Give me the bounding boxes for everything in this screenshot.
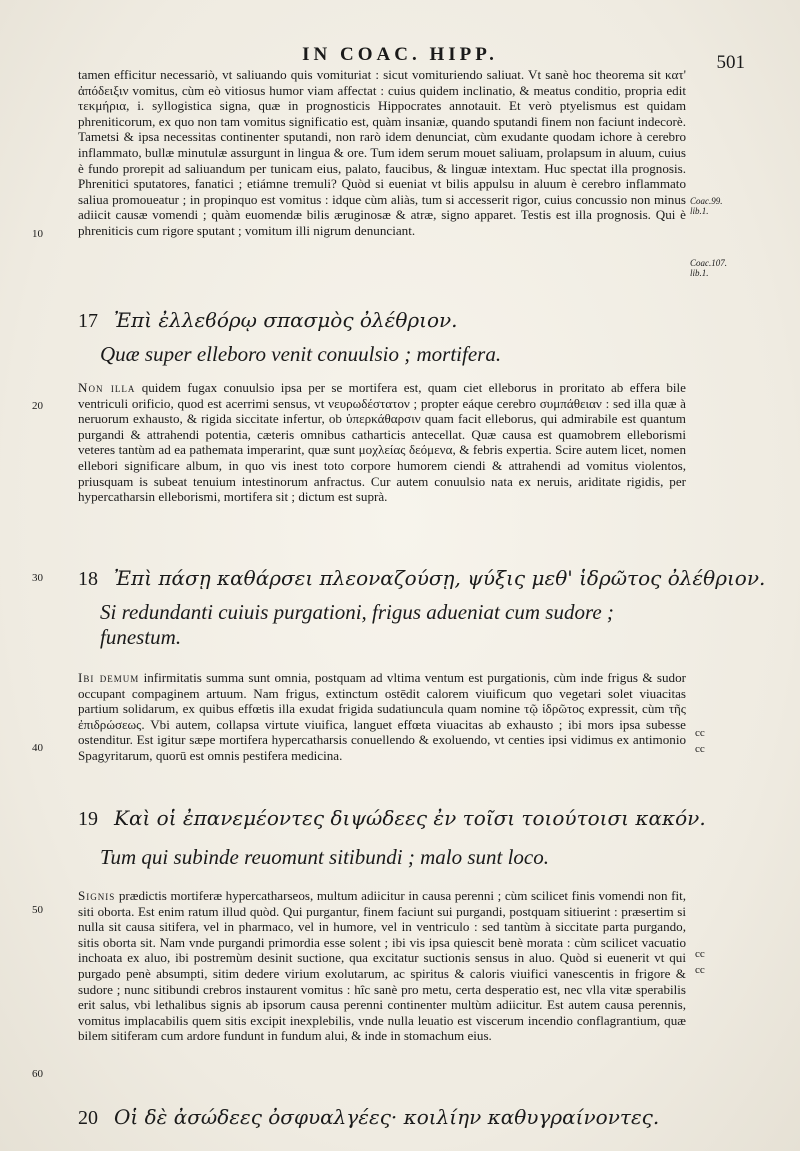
aphorism-18-latin: Si redundanti cuiuis purgationi, frigus adueniat cum sudore ; funestum. <box>100 600 614 649</box>
paragraph-text: prædictis mortiferæ hypercatharseos, multum adiicitur in causa perenni ; cùm scilicet finis vomendi non fit, siti oborta. Est enim ratum illud quòd. Qui purgantur, finem faciunt sui purgandi, postquam sitiuerint : præsertim si nulla sit causa sitifera, vel in pharmaco, vel in humore, vel in ventriculo : sed tantùm à siccitate parta purgando, sitis oborta sit. Nam vnde purgandi primordia esse solent ; ibi vis ipsa quiescit benè morata : cùm scilicet vacuatio inchoata ex aluo, ibi postremùm desinit suctione, qua excitatur suctionis sensus in aluo. Quòd si euenerit vt qui purgado penè absumpti, sitim dedere virium exolutarum, ac spiritus & caloris viuifici vanescentis in frigore & sudore ; nunc sitibundi crebros instaurent vomitus : hîc sanè pro metu, certa desperatio est, nec vlla vitæ sperabilis erit salus, vbi lethalibus signis ab ipsorum causa perenni continenter multùm adiicitur. Est autem causa perennis, vomitus implacabilis quem sitis excipit inexplebilis, vnde nulla leuatio est viscerum incendio conflagrantium, quæ bilem sitiferam cum ardore fundunt in fundum alui, & inde in stomachum eius. <box>78 888 686 1044</box>
greek-text: Καὶ οἱ ἐπανεμέοντες διψώδεες ἐν τοῖσι τοιούτοισι κακόν. <box>114 806 706 830</box>
greek-text: Οἱ δὲ ἀσώδεες ὀσφυαλγέες· κοιλίην καθυγραίνοντες. <box>114 1105 660 1129</box>
aphorism-17-greek <box>78 308 698 333</box>
paragraph-text: tamen efficitur necessariò, vt saliuando quis vomituriat : sicut vomituriendo saliuat. Vt sanè hoc theorema sit κατ' ἀπόδειξιν vomitus, cùm eò vitiosus humor viam affectat : cuius quidem inclinatio, & meatus conditio, propria edit τεκμήρια, i. syllogistica signa, quæ in prognosticis Hippocrates annotauit. Et verò ptyelismus est quidam phreniticorum, ex quo non tam vomitus significatio est, quàm insaniæ, quando sputandi finem non faciunt indecorè. Tametsi & ipsa necessitas continenter sputandi, non rarò idem denunciat, cùm exudante quodam ichore à cerebro inflammato, bullæ minutulæ assurgunt in lingua & ore. Tum idem serum mouet saliuam, prolapsum in aluum, cuius è fundo prorepit ad saliuandum per tunicam eius, palato, faucibus, & linguæ intextam. Huc spectat illa prognosis. Phrenitici sputatores, fanatici ; etiámne tremuli? Quòd si eueniat vt bilis appulsu in aluum è cerebro inflammato saliua promoueatur ; in propinquo est vomitus : idque cùm aliàs, tum si accesserit rigor, cuius concussio non minus adiicit causæ vomendi ; quàm euomendæ bilis æruginosæ & atræ, signo apparet. Testis est illa prognosis. Qui è phreniticis cum rigore sputant ; vomitum illi nigrum denunciant. <box>78 67 686 238</box>
aphorism-number: 17 <box>78 310 98 332</box>
paragraph-text: quidem fugax conuulsio ipsa per se mortifera est, quam ciet elleborus in proritato ab effera bile ventriculi orificio, quod est acerrimi sensus, vt νευρωδέστατον ; propter eáque cerebro συμπάθειαν : sed illa quæ à neruorum exhausto, & rigida siccitate infertur, ob ὑπερκάθαρσιν quam facit elleborus, qui admirabile est quantum purgandi & attrahendi potentia, cæteris omnibus catharticis antecellat. Quæ causa est quamobrem elleborismi veteres tantùm ad ea pathemata imperarint, quæ sunt μοχλείας δεόμενα, & febris expertia. Scire autem licet, nomen ellebori significare album, in quo vis inest toto corpore humorem ciendi & attrahendi ad vomitus violentos, priusquam is subeat tenuium intestinorum anfractus. Cur autem conuulsio nata ex neruis, ariditate rigidis, per hypercatharsin elleborismi, mortifera sit ; dictum est suprà. <box>78 380 686 505</box>
line-number: 40 <box>32 742 43 754</box>
line-number: 20 <box>32 400 43 412</box>
margin-mark: cc <box>695 948 705 960</box>
line-number: 50 <box>32 904 43 916</box>
line-number: 10 <box>32 228 43 240</box>
lead-words: Signis <box>78 888 116 903</box>
aphorism-number: 18 <box>78 568 98 590</box>
paragraph-commentary-19 <box>78 888 686 1044</box>
greek-text: Ἐπὶ πάσῃ καθάρσει πλεοναζούσῃ, ψύξις μεθ' ἱδρῶτος ὀλέθριον. <box>114 566 766 590</box>
line-number: 30 <box>32 572 43 584</box>
aphorism-17-latin: Quæ super elleboro venit conuulsio ; mortifera. <box>100 342 502 366</box>
running-title: IN COAC. HIPP. <box>302 44 498 65</box>
aphorism-20-greek <box>78 1105 698 1130</box>
aphorism-number: 19 <box>78 808 98 830</box>
aphorism-19-greek <box>78 806 706 831</box>
greek-text: Ἐπὶ ἐλλεϐόρῳ σπασμὸς ὀλέθριον. <box>114 308 458 332</box>
paragraph-commentary-16 <box>78 67 686 239</box>
margin-note-coac-99: Coac.99. lib.1. <box>690 196 723 216</box>
margin-mark: cc <box>695 727 705 739</box>
margin-mark: cc <box>695 964 705 976</box>
page-number: 501 <box>716 52 745 73</box>
margin-note-coac-107: Coac.107. lib.1. <box>690 258 727 278</box>
paragraph-commentary-17 <box>78 380 686 505</box>
lead-words: Non illa <box>78 380 136 395</box>
paragraph-commentary-18 <box>78 670 686 764</box>
line-number: 60 <box>32 1068 43 1080</box>
paragraph-text: infirmitatis summa sunt omnia, postquam ad vltima ventum est purgationis, cùm inde frigus & sudor occupant compaginem artuum. Nam frigus, extinctum ostēdit calorem viuificum quo vegetari solet viuacitas partium solidarum, ex quibus effœtis illa exudat frigida sudatiuncula quam nomine τῷ ἱδρῶτος expressit, cùm τῆς ἐπιδρώσεως. Vbi autem, collapsa virtute viuifica, languet effœta viuacitas ab exhausto ; ibi mors ipsa subesse ostenditur. Est igitur sæpe mortifera hypercatharsis conuellendo & exoluendo, vt centies ipsi vidimus ex antimonio Spagyritarum, quorū est omnis pestifera medicina. <box>78 670 686 763</box>
aphorism-18-greek <box>78 566 766 591</box>
lead-words: Ibi demum <box>78 670 140 685</box>
margin-mark: cc <box>695 743 705 755</box>
aphorism-number: 20 <box>78 1107 98 1129</box>
aphorism-19-latin: Tum qui subinde reuomunt sitibundi ; malo sunt loco. <box>100 845 549 869</box>
